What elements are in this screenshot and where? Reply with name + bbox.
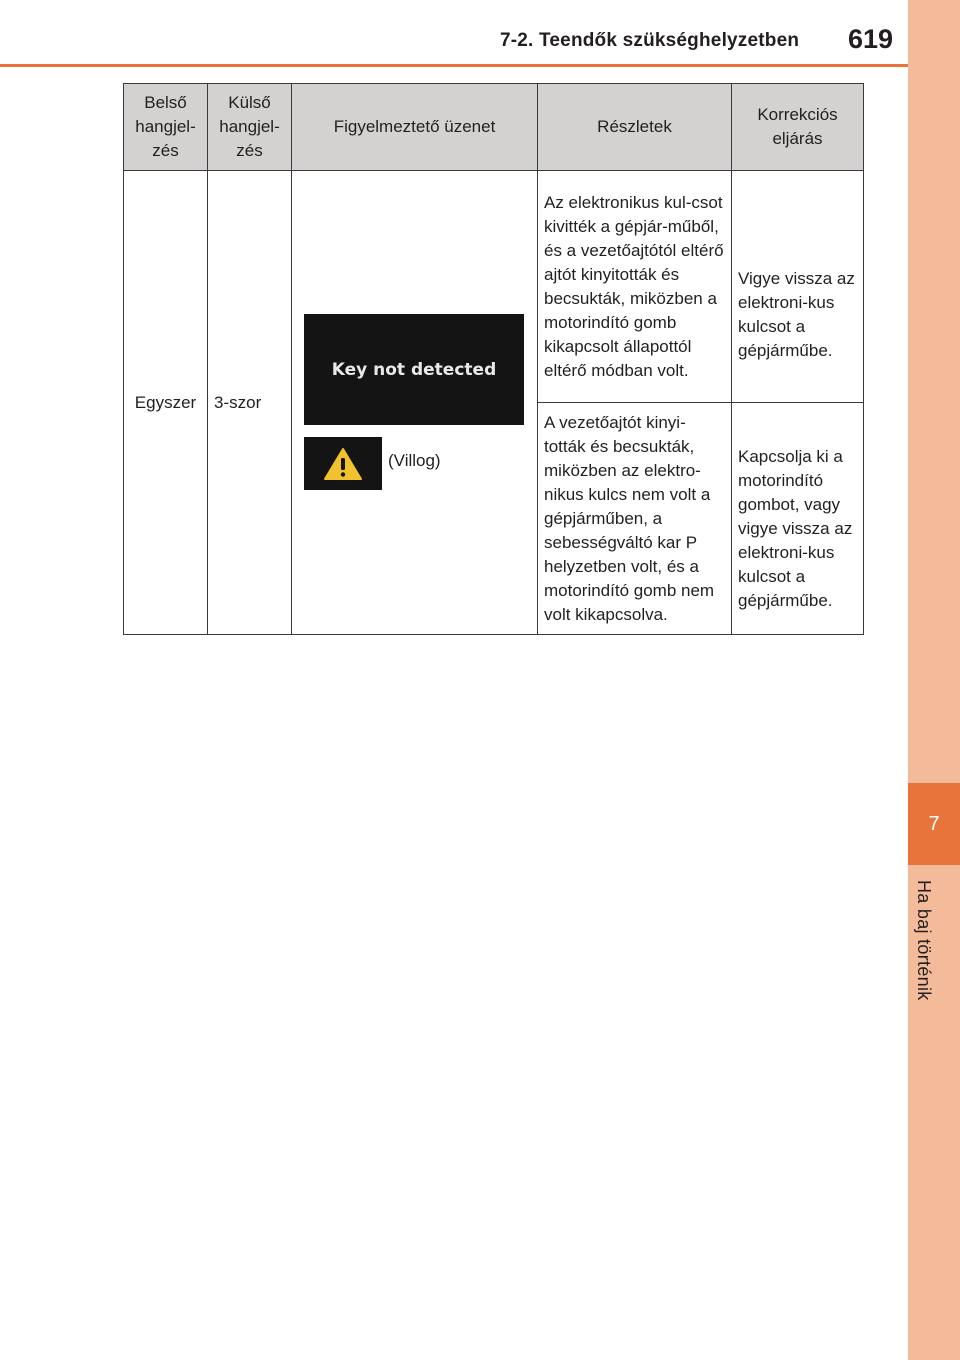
cell-internal-buzzer: Egyszer [124, 171, 208, 635]
warning-light [304, 437, 382, 490]
header-internal-buzzer: Belső hangjel-zés [124, 84, 208, 171]
header-warning-message: Figyelmeztető üzenet [292, 84, 538, 171]
chapter-number-tab [908, 783, 960, 865]
header-details: Részletek [538, 84, 732, 171]
multi-info-display [304, 314, 524, 425]
warning-triangle-icon [323, 447, 363, 481]
blink-note: (Villog) [388, 451, 441, 470]
section-title: 7-2. Teendők szükséghelyzetben [500, 30, 800, 51]
table-header-row [124, 84, 864, 171]
cell-warning-message [292, 171, 538, 635]
header-external-buzzer: Külső hangjel-zés [208, 84, 292, 171]
cell-correction-2 [732, 403, 864, 635]
correction-text-2: Kapcsolja ki a motorindító gombot, vagy vigye vissza az elektroni-kus kulcsot a gépjárműbe. [738, 446, 853, 610]
cell-details-2: A vezetőajtót kinyi-tották és becsukták, miközben az elektro-nikus kulcs nem volt a gépjárműben, a sebességváltó kar P helyzetben volt, és a motorindító gomb nem volt kikapcsolva. [538, 403, 732, 635]
header-correction: Korrekciós eljárás [732, 84, 864, 171]
header-rule [0, 64, 908, 67]
chapter-title: Ha baj történik [914, 880, 934, 1001]
cell-details-1: Az elektronikus kul-csot kivitték a gépjár-műből, és a vezetőajtótól eltérő ajtót kinyitották és becsukták, miközben a motorindító gomb kikapcsolt állapottól eltérő módban volt. [538, 171, 732, 403]
correction-text-1: Vigye vissza az elektroni-kus kulcsot a gépjárműbe. [738, 268, 855, 360]
side-strip [908, 0, 960, 1360]
cell-external-buzzer: 3-szor [208, 171, 292, 635]
page-number: 619 [848, 24, 894, 54]
chapter-number: 7 [928, 812, 940, 835]
warning-table [123, 83, 864, 635]
cell-correction-1 [732, 171, 864, 403]
display-message: Key not detected [331, 359, 497, 380]
table-row [124, 171, 864, 403]
